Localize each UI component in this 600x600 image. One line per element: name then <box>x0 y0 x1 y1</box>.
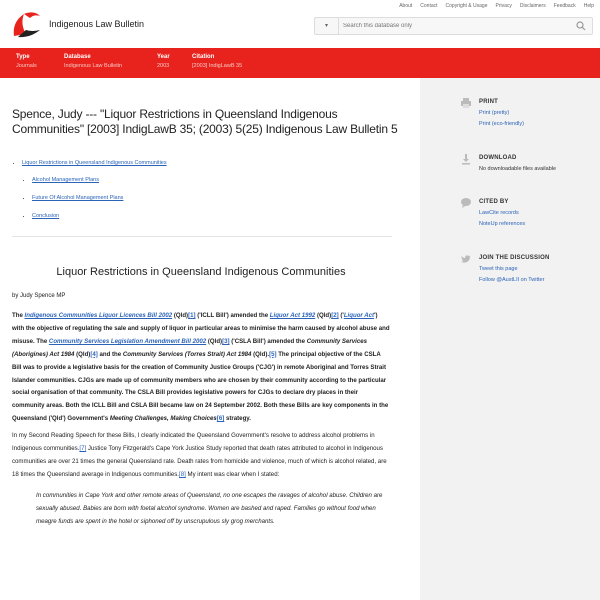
search-input[interactable] <box>343 20 563 32</box>
footnote-8[interactable]: [8] <box>179 470 186 478</box>
help-link[interactable]: Help <box>583 3 594 9</box>
follow-twitter-link[interactable]: Follow @AustLII on Twitter <box>479 277 545 283</box>
toc-link-future-plans[interactable]: Future Of Alcohol Management Plans <box>32 195 124 201</box>
copyright-link[interactable]: Copyright & Usage <box>445 3 488 9</box>
block-quote: In communities in Cape York and other remote areas of Queensland, no one escapes the ravages of alcohol abuse. Children are sexually abused. Babies are born with foetal alcohol syndrome. Women are bashed and raped. Families go without food when meagre funds are spent in the hotel or siphoned off by unscrupulous sly grog merchants. <box>36 491 383 525</box>
sidebar-cited-by: CITED BY LawCite records NoteUp references <box>479 199 526 227</box>
meta-year: Year 2003 <box>157 54 170 69</box>
meta-type: Type Journals <box>16 54 37 69</box>
paragraph-1: The Indigenous Communities Liquor Licences Bill 2002 (Qld)[1] ('ICLL Bill') amended the Liquor Act 1992 (Qld)[2] ('Liquor Act') with the objective of regulating the sale and supply of liquor in particular areas to minimise the harm caused by alcohol abuse and misuse. The Community Services Legislation Amendment Bill 2002 (Qld)[3] ('CSLA Bill') amended the Community Services (Aborigines) Act 1984 (Qld)[4] and the Community Services (Torres Strait) Act 1984 (Qld).[5] The principal objective of the CSLA Bill was to provide a legislative basis for the creation of Community Justice Groups ('CJG') in remote Aboriginal and Torres Strait Islander communities. CJGs are made up of community members who are chosen by their community according to the particular social organisation of that community. The CSLA Bill provides legislative powers for CJGs to declare dry places in their community areas. Both the ICLL Bill and CSLA Bill became law on 24 September 2002. Both these Bills are key components in the Queensland ('Qld') Government's Meeting Challenges, Making Choices[6] strategy. <box>12 312 390 423</box>
print-pretty-link[interactable]: Print (pretty) <box>479 110 510 116</box>
byline: by Judy Spence MP <box>12 293 66 299</box>
meta-database: Database Indigenous Law Bulletin <box>64 54 123 69</box>
article-heading: Liquor Restrictions in Queensland Indigenous Communities <box>56 266 346 278</box>
search-scope-dropdown[interactable]: ▾ <box>315 18 339 34</box>
noteup-link[interactable]: NoteUp references <box>479 221 526 227</box>
twitter-icon <box>460 253 472 265</box>
link-liquor-act-1992[interactable]: Liquor Act 1992 <box>269 312 316 319</box>
meta-citation: Citation [2003] IndigLawB 35 <box>192 54 243 69</box>
link-csla-bill[interactable]: Community Services Legislation Amendment Bill 2002 <box>48 337 207 345</box>
footnote-1[interactable]: [1] <box>188 312 196 319</box>
download-icon <box>460 153 472 165</box>
page-title: Spence, Judy --- "Liquor Restrictions in Queensland Indigenous Communities" [2003] IndigLawB 35; (2003) 5(25) Indigenous Law Bulletin 5 <box>12 107 398 136</box>
footnote-5[interactable]: [5] <box>269 350 277 358</box>
toc-link-conclusion[interactable]: Conclusion <box>32 213 60 219</box>
link-icll-bill[interactable]: Indigenous Communities Liquor Licences Bill 2002 <box>24 312 173 319</box>
austlii-logo[interactable] <box>10 8 44 40</box>
about-link[interactable]: About <box>399 3 413 9</box>
footnote-7[interactable]: [7] <box>79 445 87 453</box>
paragraph-2: In my Second Reading Speech for these Bills, I clearly indicated the Queensland Government's resolve to address alcohol problems in Indigenous communities.[7] Justice Tony Fitzgerald's Cape York Justice Study reported that death rates attributed to alcohol in Indigenous communities are over 21 times the general Queensland rate. Death rates from homicide and violence, much of which is alcohol related, are 18 times the Queensland average in Indigenous communities.[8] My intent was clear when I stated: <box>12 432 387 478</box>
footnote-4[interactable]: [4] <box>90 350 98 358</box>
print-eco-link[interactable]: Print (eco-friendly) <box>479 121 524 127</box>
privacy-link[interactable]: Privacy <box>495 3 512 9</box>
metadata-bar <box>0 48 600 78</box>
sidebar-download: DOWNLOAD No downloadable files available <box>479 155 557 172</box>
sidebar-discussion: JOIN THE DISCUSSION Tweet this page Follow @AustLII on Twitter <box>479 255 550 283</box>
toc-main-link[interactable]: Liquor Restrictions in Queensland Indigenous Communities <box>22 160 167 166</box>
contact-link[interactable]: Contact <box>420 3 438 9</box>
feedback-link[interactable]: Feedback <box>553 3 576 9</box>
sidebar-print: PRINT Print (pretty) Print (eco-friendly) <box>479 99 524 127</box>
divider <box>12 236 392 237</box>
tweet-link[interactable]: Tweet this page <box>479 266 518 272</box>
footnote-3[interactable]: [3] <box>222 337 230 345</box>
printer-icon <box>460 97 472 109</box>
disclaimers-link[interactable]: Disclaimers <box>519 3 546 9</box>
article-body <box>12 310 390 533</box>
link-liquor-act[interactable]: Liquor Act <box>343 312 375 319</box>
footnote-6[interactable]: [6] <box>216 415 225 423</box>
search-icon[interactable] <box>576 21 586 31</box>
top-nav-links <box>399 3 594 9</box>
search-box <box>314 17 593 35</box>
lawcite-link[interactable]: LawCite records <box>479 210 519 216</box>
speech-bubble-icon <box>460 197 472 209</box>
table-of-contents <box>12 160 392 231</box>
toc-link-alcohol-management-plans[interactable]: Alcohol Management Plans <box>32 177 99 183</box>
top-bar <box>0 0 600 48</box>
site-title[interactable]: Indigenous Law Bulletin <box>49 19 145 29</box>
footnote-2[interactable]: [2] <box>331 312 339 319</box>
